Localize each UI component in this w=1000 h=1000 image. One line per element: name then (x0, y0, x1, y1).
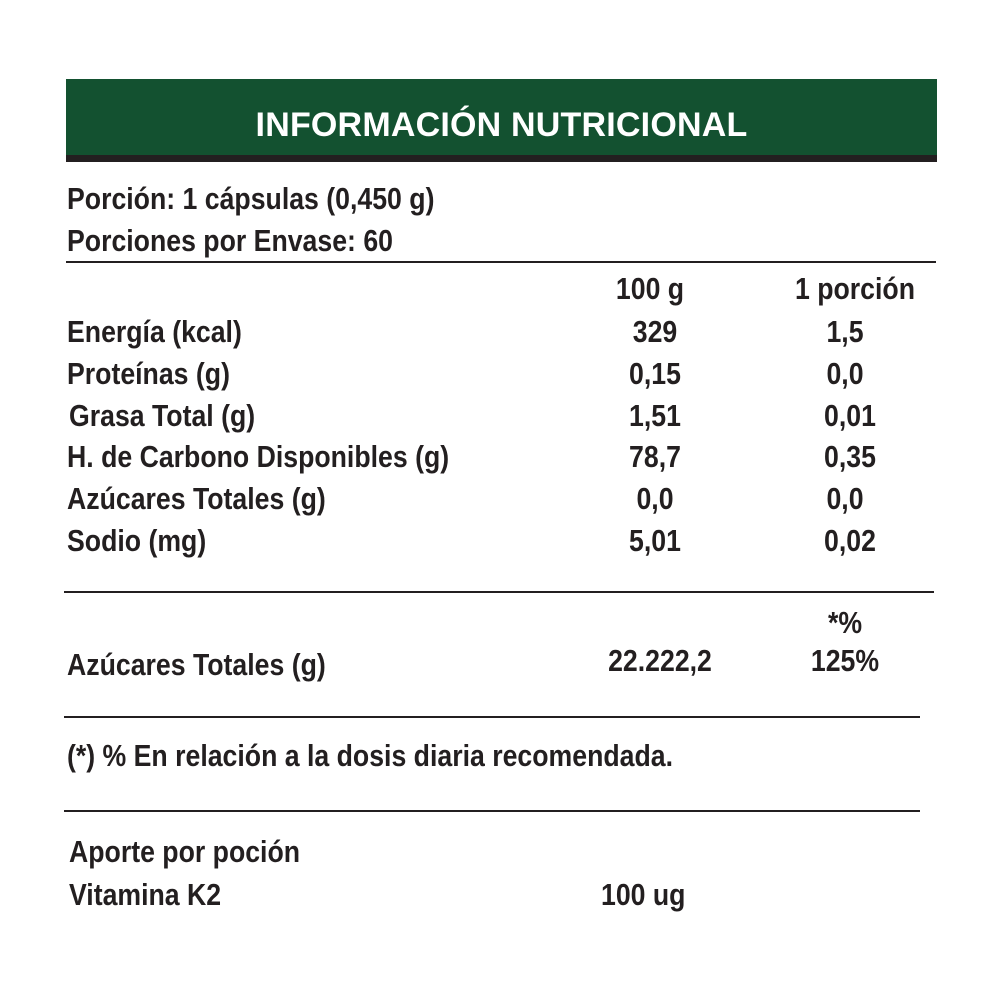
row-label: Energía (kcal) (67, 314, 242, 349)
servings-per-container: Porciones por Envase: 60 (67, 223, 393, 258)
row-label: Grasa Total (g) (69, 398, 256, 433)
row-value-portion: 0,0 (826, 481, 864, 516)
row-value-portion: 0,0 (826, 356, 864, 391)
row-label: Azúcares Totales (g) (67, 481, 326, 516)
footnote: (*) % En relación a la dosis diaria recomendada. (67, 738, 673, 773)
daily-value: 22.222,2 (608, 643, 712, 678)
row-value-portion: 0,02 (824, 523, 876, 558)
divider-serving (66, 261, 936, 263)
contribution-title: Aporte por poción (69, 834, 301, 869)
daily-pct: 125% (810, 643, 880, 678)
column-header-portion: 1 porción (795, 271, 915, 306)
daily-pct-header: *% (827, 605, 863, 640)
contribution-label: Vitamina K2 (69, 877, 222, 912)
row-value-100g: 0,15 (629, 356, 681, 391)
row-value-100g: 5,01 (629, 523, 681, 558)
divider-daily (64, 716, 920, 718)
daily-label: Azúcares Totales (g) (67, 647, 326, 682)
row-label: H. de Carbono Disponibles (g) (67, 439, 450, 474)
divider-table (64, 591, 934, 593)
serving-portion: Porción: 1 cápsulas (0,450 g) (67, 181, 435, 216)
row-label: Proteínas (g) (67, 356, 230, 391)
row-value-portion: 0,01 (824, 398, 876, 433)
contribution-value: 100 ug (601, 877, 686, 912)
row-value-100g: 1,51 (629, 398, 681, 433)
row-value-portion: 1,5 (826, 314, 864, 349)
column-header-100g: 100 g (615, 271, 685, 306)
row-value-100g: 78,7 (629, 439, 681, 474)
row-value-100g: 0,0 (636, 481, 674, 516)
divider-footnote (64, 810, 920, 812)
row-label: Sodio (mg) (67, 523, 207, 558)
row-value-100g: 329 (632, 314, 678, 349)
row-value-portion: 0,35 (824, 439, 876, 474)
page-title: INFORMACIÓN NUTRICIONAL (255, 105, 748, 144)
